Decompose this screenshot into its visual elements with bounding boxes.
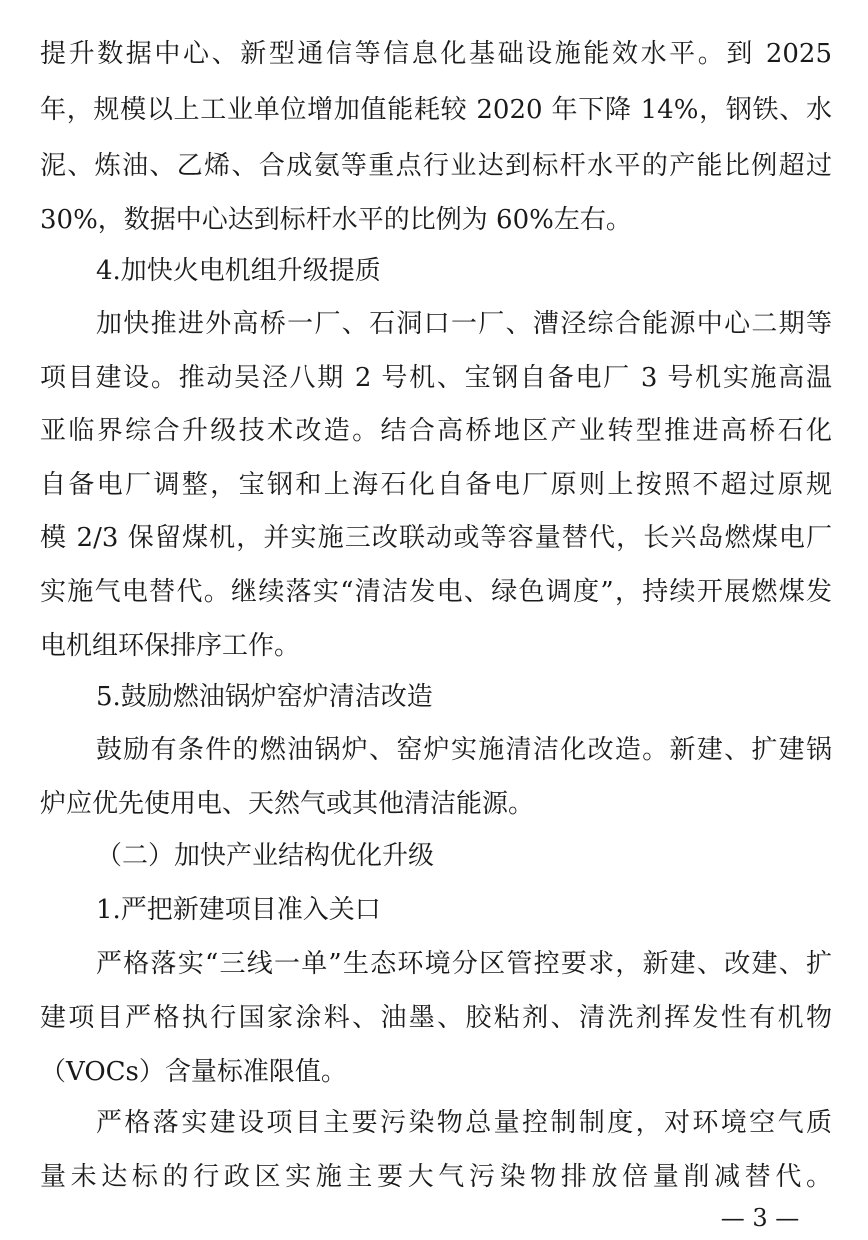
subsection-heading-1: 1.严把新建项目准入关口: [96, 895, 381, 925]
page-number: — 3 —: [720, 1204, 800, 1232]
section-heading-5: 5.鼓励燃油锅炉窑炉清洁改造: [96, 682, 433, 712]
body-line-18: 严格落实“三线一单”生态环境分区管控要求，新建、改建、扩: [96, 949, 832, 979]
body-line-6: 加快推进外高桥一厂、石洞口一厂、漕泾综合能源中心二期等: [96, 309, 832, 339]
body-line-9: 自备电厂调整，宝钢和上海石化自备电厂原则上按照不超过原规: [40, 470, 832, 500]
body-line-15: 炉应优先使用电、天然气或其他清洁能源。: [40, 789, 535, 819]
body-line-8: 亚临界综合升级技术改造。结合高桥地区产业转型推进高桥石化: [40, 416, 832, 446]
body-line-12: 电机组环保排序工作。: [40, 631, 301, 661]
body-line-7: 项目建设。推动吴泾八期 2 号机、宝钢自备电厂 3 号机实施高温: [40, 363, 832, 393]
body-line-1: 提升数据中心、新型通信等信息化基础设施能效水平。到 2025: [40, 39, 832, 69]
body-line-19: 建项目严格执行国家涂料、油墨、胶粘剂、清洗剂挥发性有机物: [40, 1003, 832, 1033]
body-line-11: 实施气电替代。继续落实“清洁发电、绿色调度”，持续开展燃煤发: [40, 577, 832, 607]
body-line-2: 年，规模以上工业单位增加值能耗较 2020 年下降 14%，钢铁、水: [40, 95, 832, 125]
body-line-22: 量未达标的行政区实施主要大气污染物排放倍量削减替代。: [40, 1162, 832, 1192]
body-line-10: 模 2/3 保留煤机，并实施三改联动或等容量替代，长兴岛燃煤电厂: [40, 523, 832, 553]
body-line-4: 30%，数据中心达到标杆水平的比例为 60%左右。: [40, 205, 632, 235]
body-line-20: （VOCs）含量标准限值。: [40, 1057, 347, 1087]
body-line-14: 鼓励有条件的燃油锅炉、窑炉实施清洁化改造。新建、扩建锅: [96, 735, 832, 765]
body-line-3: 泥、炼油、乙烯、合成氨等重点行业达到标杆水平的产能比例超过: [40, 151, 832, 181]
body-line-21: 严格落实建设项目主要污染物总量控制制度，对环境空气质: [96, 1108, 832, 1138]
section-heading-2: （二）加快产业结构优化升级: [96, 841, 435, 871]
section-heading-4: 4.加快火电机组升级提质: [96, 256, 381, 286]
